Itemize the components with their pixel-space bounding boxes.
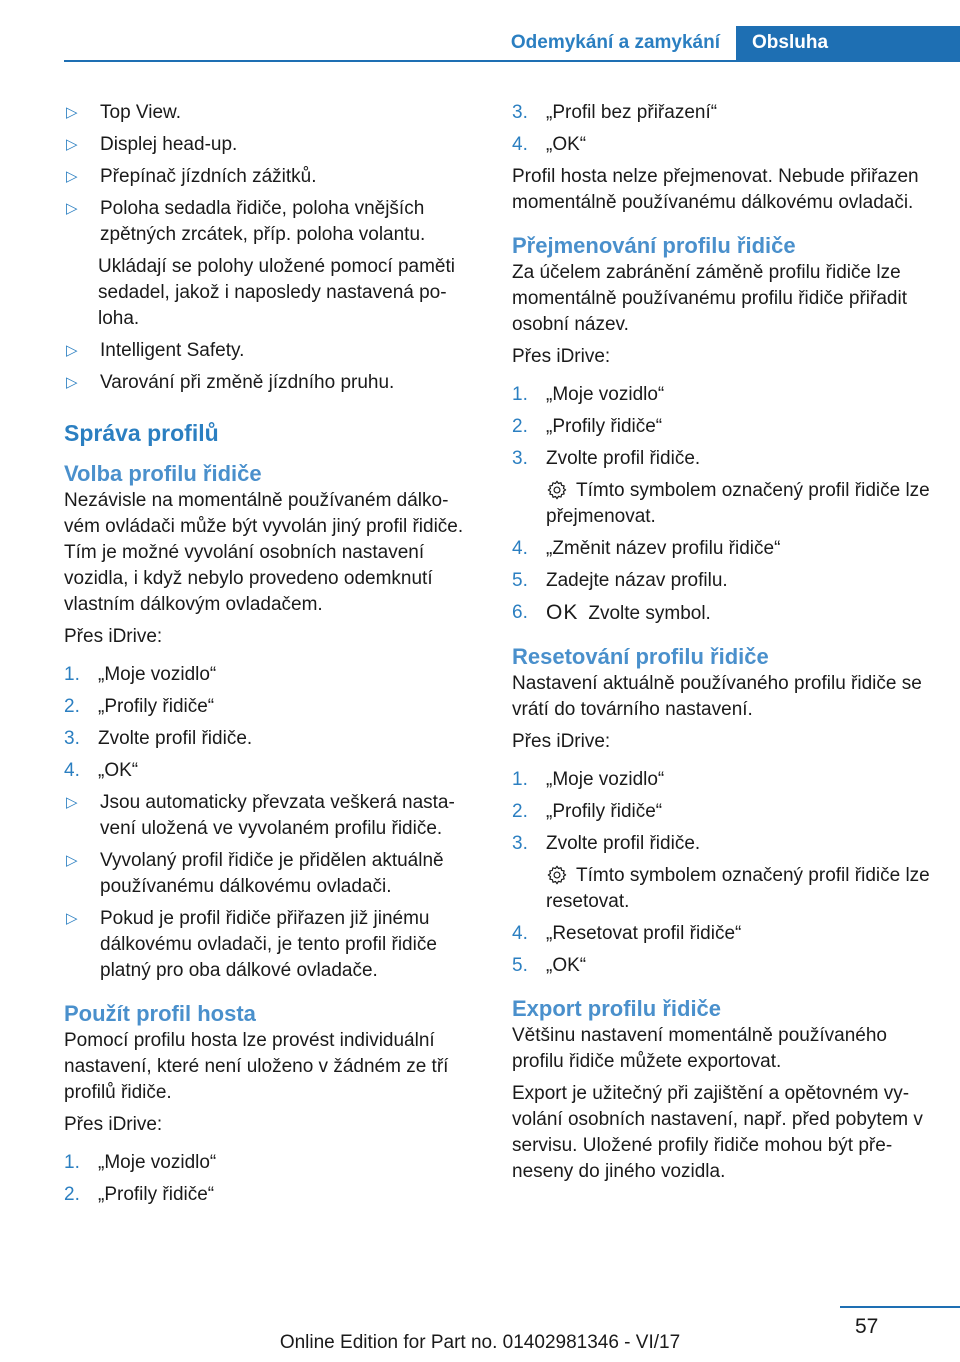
step-number: 5.	[512, 570, 528, 591]
list-item-text: Přepínač jízdních zážitků.	[100, 166, 317, 187]
step-text: „OK“	[98, 760, 139, 781]
via-idrive-label: Přes iDrive:	[64, 626, 163, 647]
list-item-text: Pokud je profil řidiče přiřazen již jinému dálkovému ovladači, je tento profil řidiče platný pro oba dálkové ovladače.	[100, 908, 437, 981]
footer-divider	[840, 1306, 960, 1308]
select-profile-result-list	[64, 790, 476, 984]
list-item	[64, 790, 476, 842]
step-number: 4.	[512, 538, 528, 559]
list-item	[512, 799, 930, 825]
right-column	[512, 100, 930, 1191]
rename-profile-text: Za účelem zabránění záměně profilu řidiče lze momentálně používanému profilu řidiče přiřadit osobní název.	[512, 262, 907, 335]
triangle-right-icon: ▷	[66, 136, 78, 153]
step-number: 1.	[512, 769, 528, 790]
triangle-right-icon: ▷	[66, 794, 78, 811]
list-item	[64, 100, 476, 126]
step-text: „Profily řidiče“	[98, 696, 215, 717]
list-item	[64, 662, 476, 688]
list-item	[512, 953, 930, 979]
via-idrive-label-guest: Přes iDrive:	[64, 1114, 163, 1135]
subheading-guest-profile: Použít profil hosta	[64, 1001, 256, 1026]
list-item	[64, 164, 476, 190]
subheading-select-profile: Volba profilu řidiče	[64, 461, 262, 486]
list-item	[64, 694, 476, 720]
step-text: Zvolte profil řidiče.	[546, 833, 701, 854]
list-item	[512, 100, 930, 126]
step-text: Zadejte názav profilu.	[546, 570, 728, 591]
via-idrive-label-rename: Přes iDrive:	[512, 346, 611, 367]
export-profile-text-2: Export je užitečný při zajištění a opětovném vyvolání osobních nastavení, např. před pobytem v servisu. Uložené profily řidiče mohou být přeneseny do jiného vozidla.	[512, 1083, 923, 1182]
reset-profile-text: Nastavení aktuálně používaného profilu řidiče se vrátí do továrního nastavení.	[512, 673, 922, 720]
step-number: 1.	[512, 384, 528, 405]
rename-profile-steps-cont	[512, 536, 930, 594]
list-item-text: Jsou automaticky převzata veškerá nastavení uložená ve vyvolaném profilu řidiče.	[100, 792, 455, 839]
step-number: 4.	[64, 760, 80, 781]
reset-profile-steps	[512, 767, 930, 857]
list-item	[512, 568, 930, 594]
list-item	[64, 1182, 476, 1208]
guest-profile-text: Pomocí profilu hosta lze provést individuální nastavení, které není uloženo v žádném ze tří profilů řidiče.	[64, 1030, 449, 1103]
gear-icon	[546, 479, 568, 501]
triangle-right-icon: ▷	[66, 104, 78, 121]
step-text: „Profil bez přiřazení“	[546, 102, 718, 123]
step-text: „Profily řidiče“	[546, 801, 663, 822]
step-number: 2.	[64, 1184, 80, 1205]
list-item	[512, 132, 930, 158]
list-item: 6. OK Zvolte symbol.	[512, 600, 930, 627]
list-item	[64, 906, 476, 984]
feature-bullet-list	[64, 100, 476, 248]
list-item	[64, 196, 476, 248]
left-column	[64, 100, 476, 1214]
rename-icon-note: Tímto symbolem označený profil řidiče lze přejmenovat.	[546, 480, 930, 527]
page-number: 57	[855, 1315, 879, 1338]
step-number: 1.	[64, 1152, 80, 1173]
list-item	[512, 536, 930, 562]
step-text: „Profily řidiče“	[546, 416, 663, 437]
step-number: 4.	[512, 923, 528, 944]
list-item	[512, 382, 930, 408]
gear-icon	[546, 864, 568, 886]
list-item	[512, 831, 930, 857]
step-number: 3.	[64, 728, 80, 749]
list-item-text: Intelligent Safety.	[100, 340, 245, 361]
list-item-text: Vyvolaný profil řidiče je přidělen aktuálně používanému dálkovému ovladači.	[100, 850, 444, 897]
list-item	[512, 446, 930, 472]
subheading-rename-profile: Přejmenování profilu řidiče	[512, 233, 796, 258]
step-text: „Moje vozidlo“	[98, 664, 217, 685]
step-number: 3.	[512, 448, 528, 469]
select-profile-steps	[64, 662, 476, 784]
list-item	[512, 921, 930, 947]
seat-memory-note: Ukládají se polohy uložené pomocí paměti sedadel, jakož i naposledy nastavená poloha.	[98, 256, 455, 329]
rename-profile-steps	[512, 382, 930, 472]
select-profile-text: Nezávisle na momentálně používaném dálkovém ovládači může být vyvolán jiný profil řidiče. Tím je možné vyvolání osobních nastavení vozidla, i když nebylo provedeno odemknutí vlastním dálkovým ovladačem.	[64, 490, 464, 615]
step-number: 2.	[512, 416, 528, 437]
header-divider	[64, 60, 960, 62]
step-number: 3.	[512, 833, 528, 854]
step-number: 1.	[64, 664, 80, 685]
step-number: 2.	[64, 696, 80, 717]
triangle-right-icon: ▷	[66, 852, 78, 869]
step-text: „Změnit název profilu řidiče“	[546, 538, 781, 559]
step-text: „Resetovat profil řidiče“	[546, 923, 742, 944]
reset-icon-note: Tímto symbolem označený profil řidiče lze resetovat.	[546, 865, 930, 912]
step-number: 5.	[512, 955, 528, 976]
header-section-title: Odemykání a zamykání	[510, 32, 720, 53]
list-item-text: Poloha sedadla řidiče, poloha vnějších zpětných zrcátek, příp. poloha volantu.	[100, 198, 426, 245]
subheading-export-profile: Export profilu řidiče	[512, 996, 722, 1021]
list-item-text: Top View.	[100, 102, 181, 123]
list-item	[512, 414, 930, 440]
header-chapter-tab: Obsluha	[736, 26, 960, 60]
triangle-right-icon: ▷	[66, 168, 78, 185]
edition-footer: Online Edition for Part no. 01402981346 - VI/17	[279, 1332, 681, 1353]
triangle-right-icon: ▷	[66, 342, 78, 359]
list-item	[64, 370, 476, 396]
guest-profile-steps	[64, 1150, 476, 1208]
triangle-right-icon: ▷	[66, 374, 78, 391]
list-item	[64, 132, 476, 158]
step-text: „Moje vozidlo“	[546, 769, 665, 790]
step-text: Zvolte profil řidiče.	[546, 448, 701, 469]
list-item	[64, 338, 476, 364]
step-text: „OK“	[546, 134, 587, 155]
triangle-right-icon: ▷	[66, 200, 78, 217]
step-text: Zvolte profil řidiče.	[98, 728, 253, 749]
reset-profile-steps-cont	[512, 921, 930, 979]
list-item-text: Varování při změně jízdního pruhu.	[100, 372, 395, 393]
list-item-text: Displej head-up.	[100, 134, 238, 155]
step-number: 3.	[512, 102, 528, 123]
subheading-reset-profile: Resetování profilu řidiče	[512, 644, 769, 669]
step-text: „Moje vozidlo“	[546, 384, 665, 405]
step-text: „Moje vozidlo“	[98, 1152, 217, 1173]
list-item	[512, 767, 930, 793]
step-number: 2.	[512, 801, 528, 822]
guest-profile-steps-cont	[512, 100, 930, 158]
export-profile-text: Většinu nastavení momentálně používaného profilu řidiče můžete exportovat.	[512, 1025, 887, 1072]
feature-bullet-list-cont	[64, 338, 476, 396]
list-item	[64, 758, 476, 784]
via-idrive-label-reset: Přes iDrive:	[512, 731, 611, 752]
step-number: 4.	[512, 134, 528, 155]
triangle-right-icon: ▷	[66, 910, 78, 927]
step-text: „OK“	[546, 955, 587, 976]
list-item	[64, 1150, 476, 1176]
list-item	[64, 726, 476, 752]
step-number: 6.	[512, 602, 528, 623]
guest-profile-note: Profil hosta nelze přejmenovat. Nebude přiřazen momentálně používanému dálkovému ovladači.	[512, 166, 919, 213]
ok-symbol-icon: OK	[546, 601, 579, 624]
list-item	[64, 848, 476, 900]
step-text: „Profily řidiče“	[98, 1184, 215, 1205]
section-heading-profile-management: Správa profilů	[64, 420, 219, 446]
